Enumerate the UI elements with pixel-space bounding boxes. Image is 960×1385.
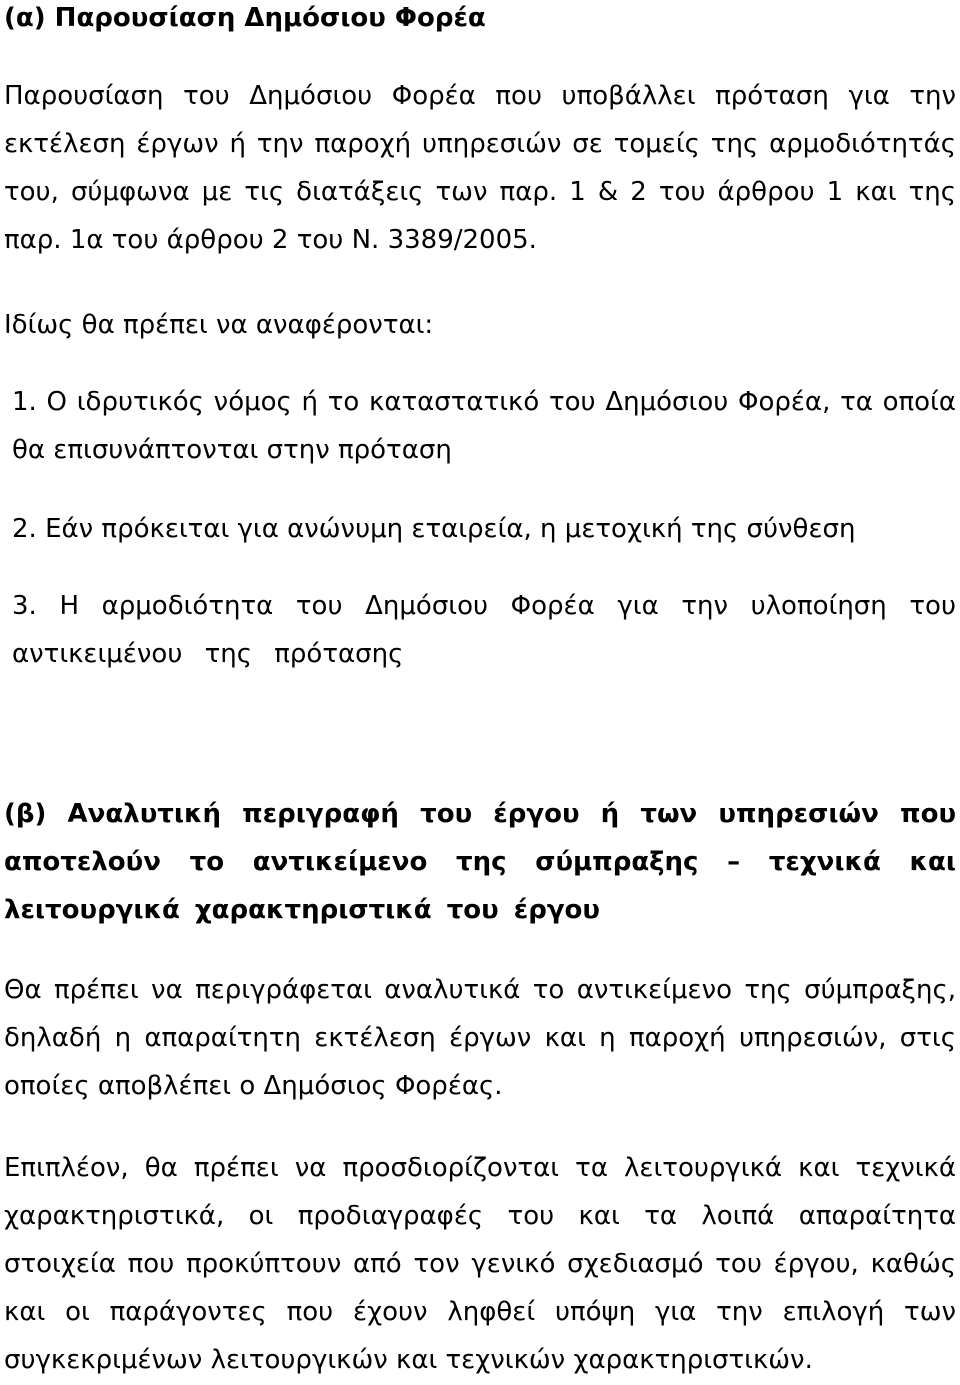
section-b-heading: (β) Αναλυτική περιγραφή του έργου ή των υπηρεσιών που αποτελούν το αντικείμενο της σύμπραξης – τεχνικά και λειτουργικά χαρακτηριστικά του έργου [4, 799, 956, 925]
section-a-intro: Παρουσίαση του Δημόσιου Φορέα που υποβάλλει πρόταση για την εκτέλεση έργων ή την παροχή υπηρεσιών σε τομείς της αρμοδιότητάς του, σύμφωνα με τις διατάξεις των παρ. 1 & 2 του άρθρου 1 και της παρ. 1α του άρθρου 2 του Ν. 3389/2005. [4, 81, 956, 255]
section-b-paragraph-2: Επιπλέον, θα πρέπει να προσδιορίζονται τα λειτουργικά και τεχνικά χαρακτηριστικά, οι προδιαγραφές του και τα λοιπά απαραίτητα στοιχεία που προκύπτουν από τον γενικό σχεδιασμό του έργου, καθώς και οι παράγοντες που έχουν ληφθεί υπόψη για την επιλογή των συγκεκριμένων λειτουργικών και τεχνικών χαρακτηριστικών. [4, 1153, 956, 1375]
list-item-2: 2. Εάν πρόκειται για ανώνυμη εταιρεία, η μετοχική της σύνθεση [12, 514, 856, 544]
list-item-3: 3. Η αρμοδιότητα του Δημόσιου Φορέα για την υλοποίηση του αντικειμένου της πρότασης [12, 591, 956, 669]
section-a-heading: (α) Παρουσίαση Δημόσιου Φορέα [4, 3, 486, 33]
section-b-paragraph-1: Θα πρέπει να περιγράφεται αναλυτικά το αντικείμενο της σύμπραξης, δηλαδή η απαραίτητη εκτέλεση έργων και η παροχή υπηρεσιών, στις οποίες αποβλέπει ο Δημόσιος Φορέας. [4, 975, 956, 1101]
list-item-1: 1. Ο ιδρυτικός νόμος ή το καταστατικό του Δημόσιου Φορέα, τα οποία θα επισυνάπτονται στην πρόταση [12, 387, 956, 465]
section-a-lead: Ιδίως θα πρέπει να αναφέρονται: [4, 310, 434, 340]
